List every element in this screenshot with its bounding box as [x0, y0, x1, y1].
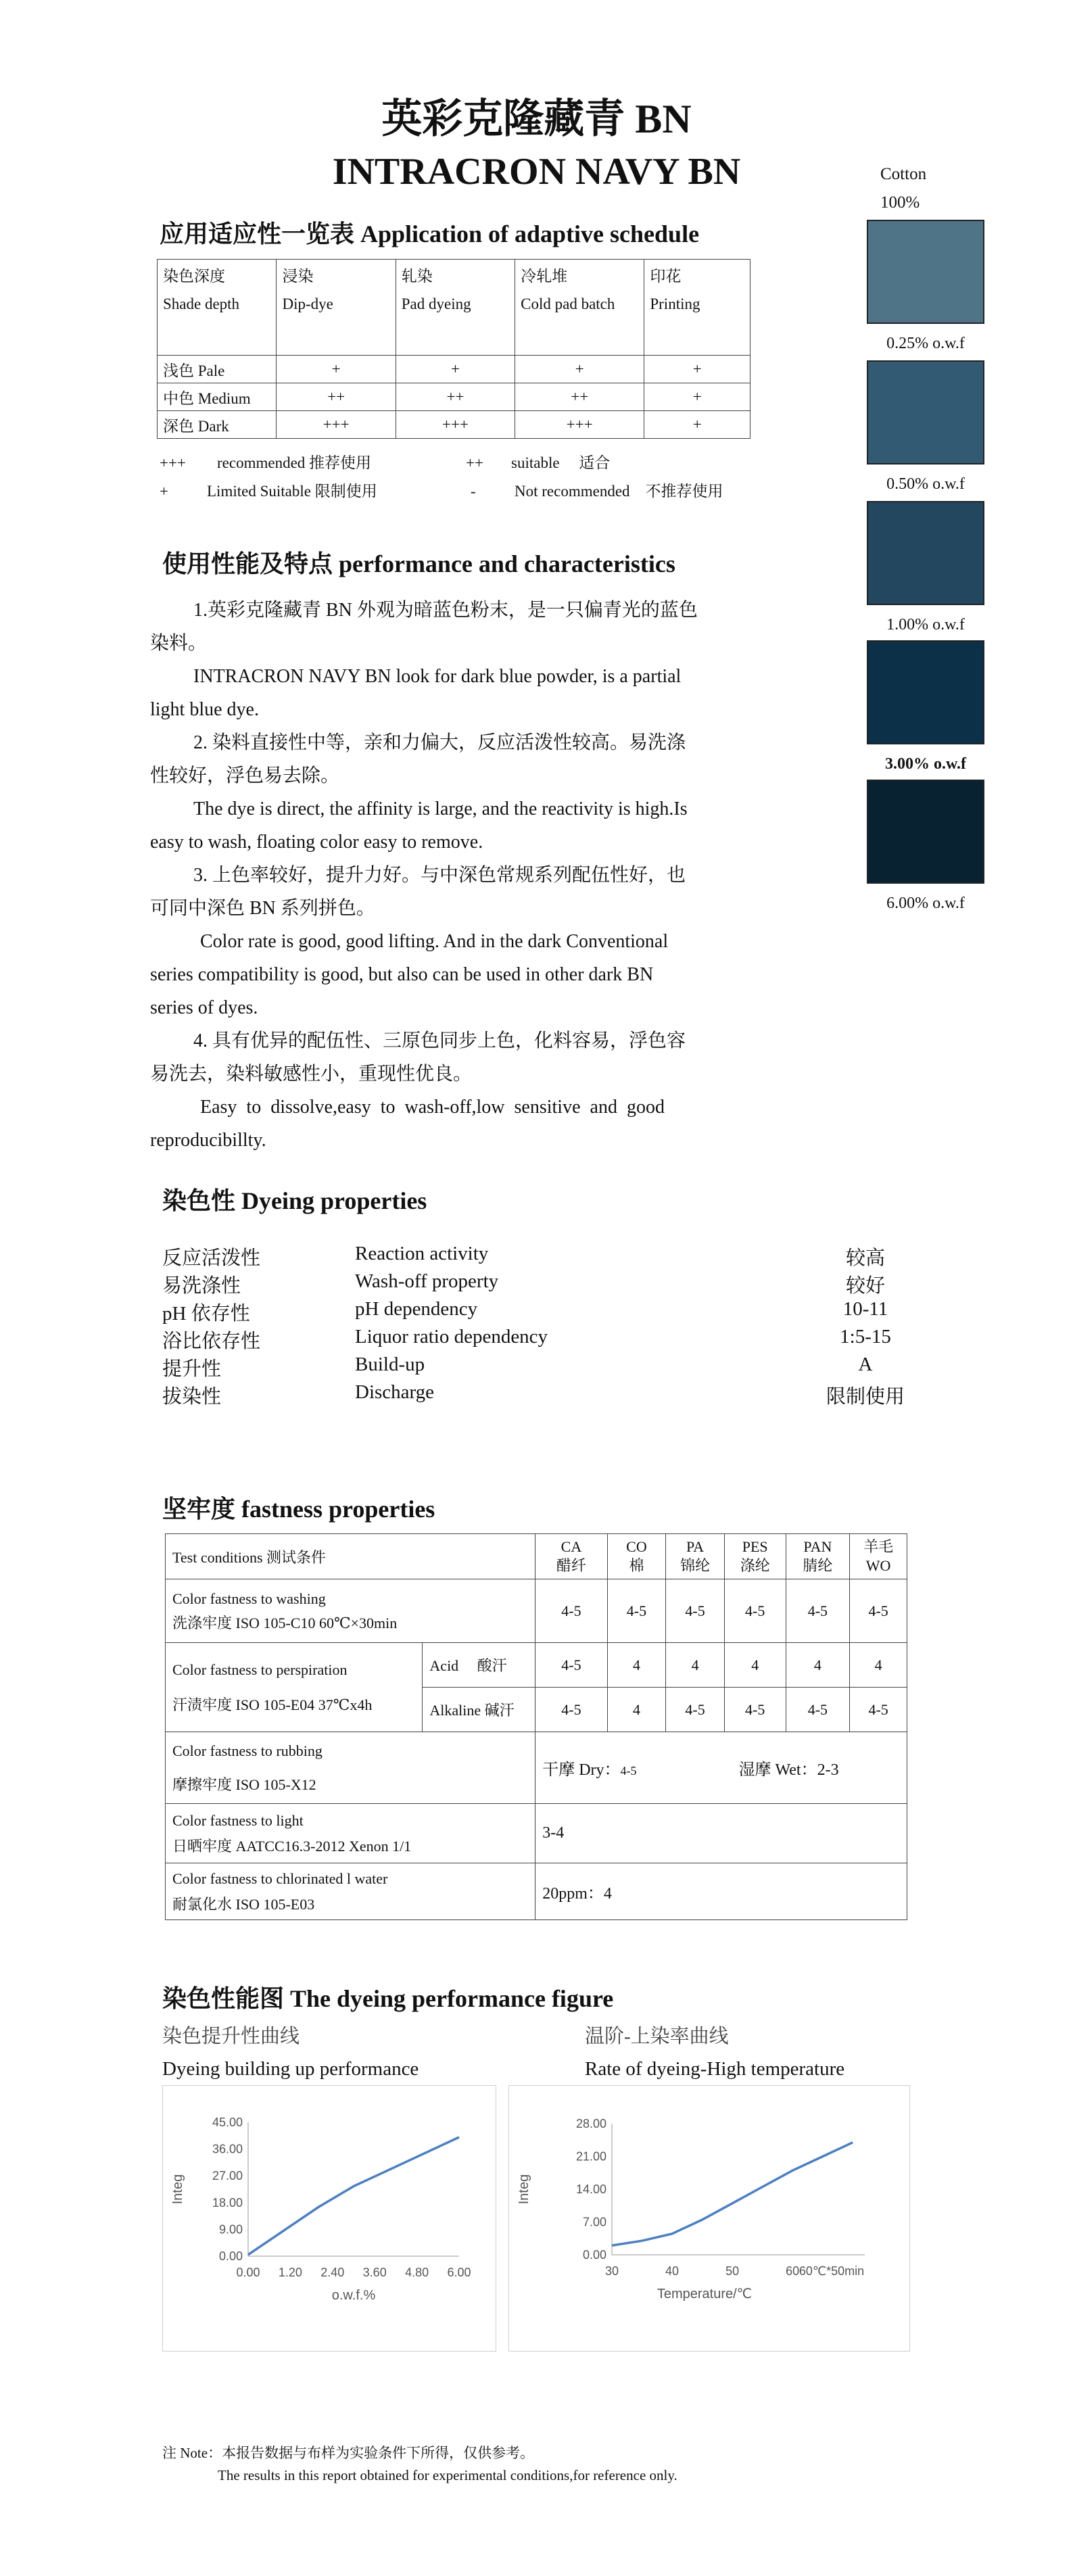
y-tick-label: 14.00 [575, 2183, 606, 2196]
fastness-value: 4-5 [786, 1579, 850, 1643]
fiber-name: 醋纤 [556, 1557, 586, 1574]
fiber-name: 棉 [629, 1557, 644, 1574]
table-row [166, 1579, 907, 1643]
legend-symbol: ++ [466, 454, 483, 471]
fastness-value: 4 [850, 1643, 907, 1688]
app-header-en: Pad dyeing [401, 295, 471, 312]
table-row [158, 411, 750, 439]
fastness-value: 4-5 [724, 1688, 786, 1732]
app-header-cell [277, 260, 396, 356]
legend-text: recommended 推荐使用 [217, 454, 372, 471]
color-swatch [867, 360, 984, 464]
performance-line: 4. 具有优异的配伍性、三原色同步上色，化料容易，浮色容 [193, 1030, 686, 1051]
app-cell: + [644, 411, 750, 439]
note-en: The results in this report obtained for experimental conditions,for reference only. [218, 2467, 677, 2483]
performance-line: series compatibility is good, but also can be used in other dark BN [150, 964, 654, 985]
performance-line: Easy to dissolve,easy to wash-off,low sensitive and good [200, 1097, 665, 1118]
app-row-label: 中色 Medium [158, 383, 277, 411]
dyeing-property-cn: 提升性 [162, 1358, 222, 1380]
color-swatch [867, 501, 984, 605]
app-header-cell [158, 260, 277, 356]
figures-heading: 染色性能图 The dyeing performance figure [162, 1985, 614, 2012]
table-row [166, 1863, 907, 1920]
fiber-name: 锦纶 [680, 1557, 711, 1574]
dyeing-property-en: Build-up [355, 1354, 425, 1375]
performance-line: 染料。 [150, 633, 208, 654]
swatch-label: 6.00% o.w.f [886, 895, 965, 912]
app-cell: + [644, 383, 750, 411]
fastness-value: 4 [607, 1688, 666, 1732]
fastness-heading: 坚牢度 fastness properties [162, 1496, 435, 1523]
right-chart-title-en: Rate of dyeing-High temperature [585, 2058, 845, 2080]
x-tick-label: 2.40 [320, 2266, 345, 2279]
rubbing-dry-label: 干摩 Dry： [542, 1761, 621, 1779]
fiber-header [535, 1534, 607, 1579]
x-tick-label: 30 [604, 2264, 619, 2278]
app-cell: + [644, 356, 750, 383]
right-chart-title-cn: 温阶-上染率曲线 [585, 2026, 729, 2047]
y-axis-label: Integ [517, 2174, 531, 2205]
fiber-name: 涤纶 [740, 1557, 770, 1574]
x-tick-label: 0.00 [236, 2266, 260, 2279]
y-tick-label: 9.00 [218, 2222, 243, 2237]
app-row-label: 浅色 Pale [158, 356, 277, 383]
condition-line: Color fastness to rubbing [172, 1742, 323, 1759]
table-row [166, 1732, 907, 1804]
swatch-header-percent: 100% [880, 193, 920, 212]
swatch-label: 3.00% o.w.f [885, 755, 966, 773]
performance-line: 2. 染料直接性中等，亲和力偏大，反应活泼性较高。易洗涤 [193, 732, 686, 753]
app-cell: +++ [396, 411, 515, 439]
fiber-code: CO [626, 1538, 647, 1555]
fastness-value: 4-5 [850, 1688, 907, 1732]
dyeing-property-en: Wash-off property [355, 1270, 499, 1292]
rate-of-dyeing-chart-svg [509, 2086, 909, 2351]
left-chart-title [162, 2020, 419, 2085]
legend-text: suitable 适合 [511, 454, 611, 471]
app-header-cn: 轧染 [401, 268, 433, 285]
x-tick-label: 3.60 [362, 2266, 387, 2279]
note-cn: 注 Note：本报告数据与布样为实验条件下所得，仅供参考。 [162, 2445, 535, 2461]
rate-of-dyeing-chart [508, 2085, 910, 2352]
dyeing-property-value: A [858, 1354, 873, 1375]
performance-line: light blue dye. [150, 699, 259, 720]
color-swatch [867, 780, 984, 884]
x-axis-label: Temperature/℃ [657, 2287, 753, 2301]
dyeing-property-cn: 反应活泼性 [162, 1247, 261, 1269]
x-tick-label: 40 [665, 2264, 679, 2278]
condition-line: 摩擦牢度 ISO 105-X12 [172, 1775, 316, 1793]
app-header-en: Shade depth [163, 295, 240, 312]
swatch-header-fiber: Cotton [880, 165, 927, 183]
app-header-cell [644, 260, 750, 356]
dyeing-property-cn: 浴比依存性 [162, 1331, 261, 1352]
condition-line: Color fastness to light [172, 1811, 304, 1829]
performance-heading: 使用性能及特点 performance and characteristics [162, 550, 675, 577]
app-header-en: Dip-dye [282, 295, 333, 312]
fastness-value: 4-5 [786, 1688, 850, 1732]
application-heading: 应用适应性一览表 Application of adaptive schedule [160, 220, 700, 247]
dyeing-property-en: Liquor ratio dependency [355, 1326, 548, 1347]
performance-line: 易洗去，染料敏感性小，重现性优良。 [150, 1064, 473, 1084]
color-swatch [867, 220, 984, 324]
fastness-value: 4 [666, 1643, 725, 1688]
fiber-code: PA [686, 1538, 705, 1555]
note [162, 2442, 677, 2487]
app-cell: + [396, 356, 515, 383]
performance-line: 可同中深色 BN 系列拼色。 [150, 898, 375, 919]
rubbing-condition [166, 1732, 535, 1804]
fastness-value: 4-5 [607, 1579, 666, 1643]
light-value: 3-4 [535, 1804, 907, 1863]
light-condition [166, 1804, 535, 1863]
performance-line: 3. 上色率较好，提升力好。与中深色常规系列配伍性好，也 [193, 865, 686, 886]
dyeing-property-cn: pH 依存性 [162, 1303, 250, 1325]
fastness-table [165, 1533, 907, 1920]
performance-text [150, 594, 765, 1157]
fastness-value: 4-5 [535, 1579, 607, 1643]
rubbing-wet: 湿摩 Wet：2-3 [738, 1761, 839, 1779]
dyeing-property-cn: 拔染性 [162, 1386, 222, 1408]
title-english: INTRACRON NAVY BN [332, 151, 741, 193]
fiber-header [607, 1534, 666, 1579]
fastness-value: 4 [724, 1643, 786, 1688]
fiber-code: CA [561, 1538, 582, 1555]
y-tick-label: 21.00 [575, 2149, 606, 2164]
y-tick-label: 45.00 [212, 2116, 243, 2129]
app-cell: + [277, 356, 396, 383]
legend-row [160, 477, 768, 506]
fiber-header [724, 1534, 786, 1579]
legend-text: Not recommended 不推荐使用 [515, 483, 723, 500]
table-row [166, 1643, 907, 1688]
y-tick-label: 27.00 [212, 2169, 243, 2183]
performance-line: 性较好，浮色易去除。 [150, 765, 340, 786]
y-tick-label: 7.00 [582, 2215, 606, 2229]
app-cell: +++ [277, 411, 396, 439]
y-tick-label: 0.00 [218, 2249, 243, 2263]
dyeing-property-value: 10-11 [842, 1298, 888, 1320]
left-chart-title-en: Dyeing building up performance [162, 2058, 419, 2080]
app-header-cell [515, 260, 644, 356]
x-axis-note: 60℃*50min [798, 2264, 865, 2278]
swatch-label: 0.50% o.w.f [886, 475, 965, 493]
washing-condition [166, 1579, 535, 1643]
build-up-chart-svg [163, 2086, 496, 2351]
condition-line: Color fastness to washing [172, 1590, 326, 1607]
alkaline-label: Alkaline 碱汗 [423, 1688, 535, 1732]
application-table [157, 259, 750, 439]
legend-symbol: + [160, 483, 168, 500]
build-up-chart [162, 2085, 496, 2352]
performance-line: The dye is direct, the affinity is large, and the reactivity is high.Is [193, 798, 688, 819]
dyeing-property-en: pH dependency [355, 1298, 478, 1320]
application-legend [160, 449, 768, 506]
app-cell: +++ [515, 411, 644, 439]
fastness-value: 4-5 [666, 1688, 725, 1732]
app-header-cell [396, 260, 515, 356]
fiber-name: WO [865, 1557, 891, 1574]
x-axis-label: o.w.f.% [331, 2288, 376, 2303]
condition-line: 耐氯化水 ISO 105-E03 [172, 1895, 315, 1913]
condition-line: 日晒牢度 AATCC16.3-2012 Xenon 1/1 [172, 1837, 412, 1855]
x-tick-label: 6.00 [447, 2266, 471, 2279]
table-row [158, 356, 750, 383]
fiber-header [850, 1534, 907, 1579]
x-tick-label: 1.20 [278, 2266, 302, 2279]
fastness-value: 4-5 [724, 1579, 786, 1643]
performance-line: Color rate is good, good lifting. And in the dark Conventional [200, 931, 669, 952]
fastness-value: 4 [607, 1643, 666, 1688]
condition-line: 汗渍牢度 ISO 105-E04 37℃x4h [172, 1696, 373, 1713]
condition-line: Color fastness to perspiration [172, 1661, 348, 1678]
fastness-value: 4-5 [666, 1579, 725, 1643]
title-chinese: 英彩克隆藏青 BN [381, 97, 692, 141]
fastness-value: 4-5 [535, 1688, 607, 1732]
y-tick-label: 18.00 [212, 2195, 243, 2210]
dyeing-property-value: 较高 [845, 1247, 885, 1269]
test-conditions-header: Test conditions 测试条件 [166, 1534, 535, 1579]
table-row [158, 383, 750, 411]
performance-line: series of dyes. [150, 997, 258, 1018]
condition-line: 洗涤牢度 ISO 105-C10 60℃×30min [172, 1614, 398, 1631]
y-tick-label: 36.00 [212, 2142, 243, 2156]
app-cell: ++ [277, 383, 396, 411]
fiber-name: 腈纶 [803, 1557, 833, 1574]
perspiration-condition [166, 1643, 423, 1732]
dyeing-property-en: Discharge [355, 1381, 435, 1403]
app-header-cn: 染色深度 [163, 268, 225, 285]
acid-label: Acid 酸汗 [423, 1643, 535, 1688]
app-row-label: 深色 Dark [158, 411, 277, 439]
legend-symbol: +++ [160, 454, 186, 471]
dyeing-property-cn: 易洗涤性 [162, 1275, 241, 1297]
performance-line: reproducibillty. [150, 1130, 266, 1151]
legend-text: Limited Suitable 限制使用 [207, 483, 377, 500]
app-header-cn: 浸染 [282, 268, 314, 285]
fastness-value: 4 [786, 1643, 850, 1688]
fiber-code: 羊毛 [863, 1538, 894, 1555]
swatch-header [880, 160, 926, 217]
chlorine-value: 20ppm：4 [535, 1863, 907, 1920]
performance-line: INTRACRON NAVY BN look for dark blue powder, is a partial [193, 666, 682, 687]
table-row [166, 1534, 907, 1579]
fiber-code: PES [742, 1538, 768, 1555]
app-header-en: Printing [650, 295, 700, 312]
chlorine-condition [166, 1863, 535, 1920]
performance-line: 1.英彩克隆藏青 BN 外观为暗蓝色粉末，是一只偏青光的蓝色 [193, 600, 698, 621]
condition-line: Color fastness to chlorinated l water [172, 1869, 388, 1887]
app-header-cn: 印花 [650, 268, 682, 285]
fiber-header [786, 1534, 850, 1579]
x-tick-label: 4.80 [405, 2266, 429, 2279]
series-line [612, 2143, 853, 2245]
app-cell: + [515, 356, 644, 383]
y-axis-label: Integ [170, 2174, 185, 2205]
legend-symbol: - [471, 483, 476, 500]
swatch-label: 0.25% o.w.f [886, 335, 965, 352]
dyeing-heading: 染色性 Dyeing properties [162, 1187, 427, 1214]
y-tick-label: 28.00 [575, 2117, 606, 2130]
right-chart-title [585, 2020, 844, 2085]
fiber-code: PAN [803, 1538, 832, 1555]
rubbing-dry-value: 4-5 [620, 1764, 637, 1778]
x-tick-label: 60 [786, 2264, 800, 2278]
rubbing-values [535, 1732, 907, 1804]
series-line [248, 2137, 459, 2255]
left-chart-title-cn: 染色提升性曲线 [162, 2026, 300, 2047]
x-tick-label: 50 [725, 2264, 740, 2278]
fastness-value: 4-5 [850, 1579, 907, 1643]
dyeing-property-value: 1:5-15 [840, 1326, 891, 1347]
color-swatch [867, 640, 984, 744]
dyeing-property-value: 限制使用 [826, 1386, 905, 1408]
y-tick-label: 0.00 [582, 2248, 606, 2262]
app-cell: ++ [515, 383, 644, 411]
dyeing-property-value: 较好 [845, 1275, 885, 1297]
legend-row [160, 449, 768, 477]
fastness-value: 4-5 [535, 1643, 607, 1688]
fiber-header [666, 1534, 725, 1579]
table-row [166, 1804, 907, 1863]
performance-line: easy to wash, floating color easy to remove. [150, 832, 483, 853]
app-header-cn: 冷轧堆 [521, 268, 568, 285]
app-cell: ++ [396, 383, 515, 411]
app-header-en: Cold pad batch [521, 295, 615, 312]
swatch-label: 1.00% o.w.f [886, 616, 965, 634]
dyeing-property-en: Reaction activity [355, 1243, 489, 1264]
